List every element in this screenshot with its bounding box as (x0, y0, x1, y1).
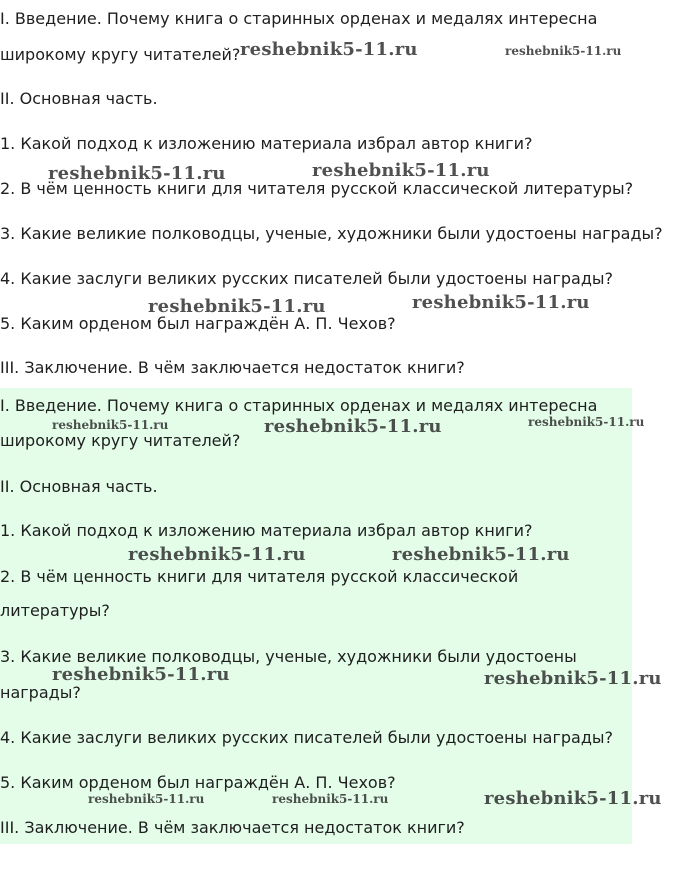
outline-line: III. Заключение. В чём заключается недостаток книги? (0, 818, 465, 837)
watermark: reshebnik5-11.ru (88, 792, 205, 806)
outline-line: II. Основная часть. (0, 477, 158, 496)
watermark: reshebnik5-11.ru (240, 39, 418, 60)
outline-line: I. Введение. Почему книга о старинных орденах и медалях интересна (0, 9, 598, 28)
outline-line: награды? (0, 683, 81, 702)
watermark: reshebnik5-11.ru (48, 163, 226, 184)
watermark: reshebnik5-11.ru (412, 292, 590, 313)
watermark: reshebnik5-11.ru (52, 418, 169, 432)
watermark: reshebnik5-11.ru (264, 416, 442, 437)
outline-line: II. Основная часть. (0, 89, 158, 108)
outline-line: 4. Какие заслуги великих русских писателей были удостоены награды? (0, 728, 614, 747)
outline-line: III. Заключение. В чём заключается недостаток книги? (0, 358, 465, 377)
watermark: reshebnik5-11.ru (484, 788, 662, 809)
watermark: reshebnik5-11.ru (52, 664, 230, 685)
outline-line: 1. Какой подход к изложению материала избрал автор книги? (0, 521, 533, 540)
outline-line: 3. Какие великие полководцы, ученые, художники были удостоены (0, 647, 577, 666)
watermark: reshebnik5-11.ru (528, 415, 645, 429)
outline-line: 2. В чём ценность книги для читателя русской классической (0, 567, 519, 586)
watermark: reshebnik5-11.ru (128, 544, 306, 565)
outline-line: 1. Какой подход к изложению материала избрал автор книги? (0, 134, 533, 153)
watermark: reshebnik5-11.ru (272, 792, 389, 806)
outline-line: широкому кругу читателей? (0, 431, 241, 450)
outline-line: 2. В чём ценность книги для читателя русской классической литературы? (0, 179, 634, 198)
watermark: reshebnik5-11.ru (148, 296, 326, 317)
watermark: reshebnik5-11.ru (392, 544, 570, 565)
outline-line: 3. Какие великие полководцы, ученые, художники были удостоены награды? (0, 224, 663, 243)
outline-line: 4. Какие заслуги великих русских писателей были удостоены награды? (0, 269, 614, 288)
watermark: reshebnik5-11.ru (505, 44, 622, 58)
watermark: reshebnik5-11.ru (484, 668, 662, 689)
outline-line: I. Введение. Почему книга о старинных орденах и медалях интересна (0, 396, 598, 415)
outline-line: широкому кругу читателей? (0, 45, 241, 64)
outline-line: литературы? (0, 601, 110, 620)
outline-line: 5. Каким орденом был награждён А. П. Чехов? (0, 314, 396, 333)
watermark: reshebnik5-11.ru (312, 160, 490, 181)
outline-line: 5. Каким орденом был награждён А. П. Чехов? (0, 773, 396, 792)
